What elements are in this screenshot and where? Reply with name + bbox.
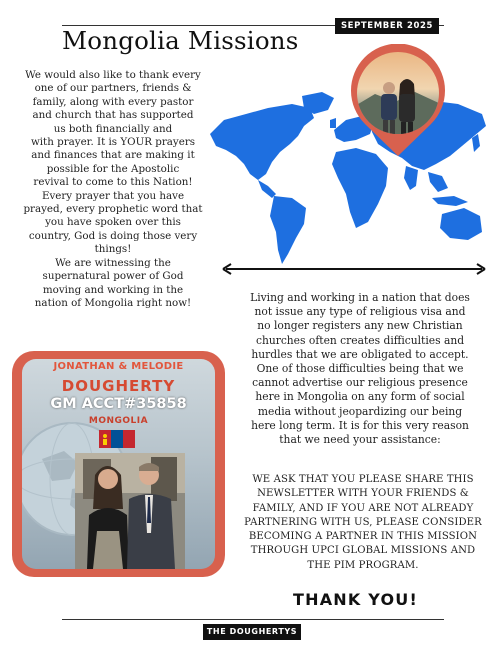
card-names: JONATHAN & MELODIE (53, 361, 184, 372)
share-request-text (238, 473, 488, 573)
request-line: NEWSLETTER WITH YOUR FRIENDS & (257, 488, 469, 500)
page-title: Mongolia Missions (62, 26, 299, 55)
left-line: and church that has supported (32, 109, 194, 122)
prayer-card-inner (22, 359, 215, 569)
left-line: Every prayer that you have (41, 189, 185, 202)
bottom-divider (62, 619, 444, 620)
right-line: media without jeopardizing our being (257, 404, 463, 418)
left-line: nation of Mongolia right now! (34, 296, 192, 309)
right-column-text (236, 291, 484, 447)
request-line: WE ASK THAT YOU PLEASE SHARE THIS (252, 474, 474, 485)
left-line: things! (94, 243, 132, 256)
request-line: FAMILY, AND IF YOU ARE NOT ALREADY (252, 502, 474, 514)
right-line: hurdles that we are obligated to accept. (251, 347, 469, 361)
footer-badge: THE DOUGHERTYS (203, 624, 301, 640)
card-country: MONGOLIA (88, 416, 149, 426)
left-line: us both financially and (53, 122, 173, 135)
right-line: churches often creates difficulties and (255, 333, 465, 347)
account-number: GM ACCT#35858 (50, 396, 187, 412)
left-line: with prayer. It is YOUR prayers (30, 136, 196, 149)
left-line: family, along with every pastor (32, 95, 194, 108)
left-line: We would also like to thank every (25, 69, 201, 81)
request-line: PARTNERING WITH US, PLEASE CONSIDER (244, 516, 482, 528)
right-line: Living and working in a nation that does (250, 291, 470, 304)
left-line: supernatural power of God (42, 270, 184, 283)
date-badge: SEPTEMBER 2025 (335, 18, 439, 34)
left-line: country, God is doing those very (28, 229, 198, 242)
couple-photo (75, 453, 185, 569)
thank-you-heading: THANK YOU! (293, 590, 418, 609)
right-line: here in Mongolia on any form of social (255, 390, 465, 404)
location-pin-photo (345, 44, 451, 158)
right-line: that we need your assistance: (279, 433, 441, 447)
right-line: One of those difficulties being that we (256, 362, 464, 376)
right-line: here long term. It is for this very reason (251, 418, 469, 432)
right-line: not issue any type of religious visa and (254, 305, 466, 319)
left-line: revival to come to this Nation! (33, 176, 193, 189)
left-column-text (14, 69, 212, 310)
left-line: one of our partners, friends & (34, 82, 192, 95)
request-line: BECOMING A PARTNER IN THIS MISSION (248, 531, 478, 543)
card-surname: DOUGHERTY (61, 377, 176, 395)
left-line: you have spoken over this (45, 216, 181, 229)
right-line: cannot advertise our religious presence (252, 376, 468, 390)
request-line: THROUGH UPCI GLOBAL MISSIONS AND (250, 545, 476, 557)
left-line: moving and working in the (42, 283, 184, 296)
request-line: THE PIM PROGRAM. (307, 559, 419, 571)
mongolia-flag-icon (99, 430, 135, 448)
right-line: no longer registers any new Christian (257, 319, 463, 333)
left-line: prayed, every prophetic word that (23, 203, 203, 216)
left-line: possible for the Apostolic (46, 162, 180, 175)
left-line: We are witnessing the (55, 256, 171, 269)
left-line: and finances that are making it (31, 149, 195, 162)
double-arrow-icon (222, 262, 486, 276)
missionary-prayer-card (12, 351, 225, 577)
